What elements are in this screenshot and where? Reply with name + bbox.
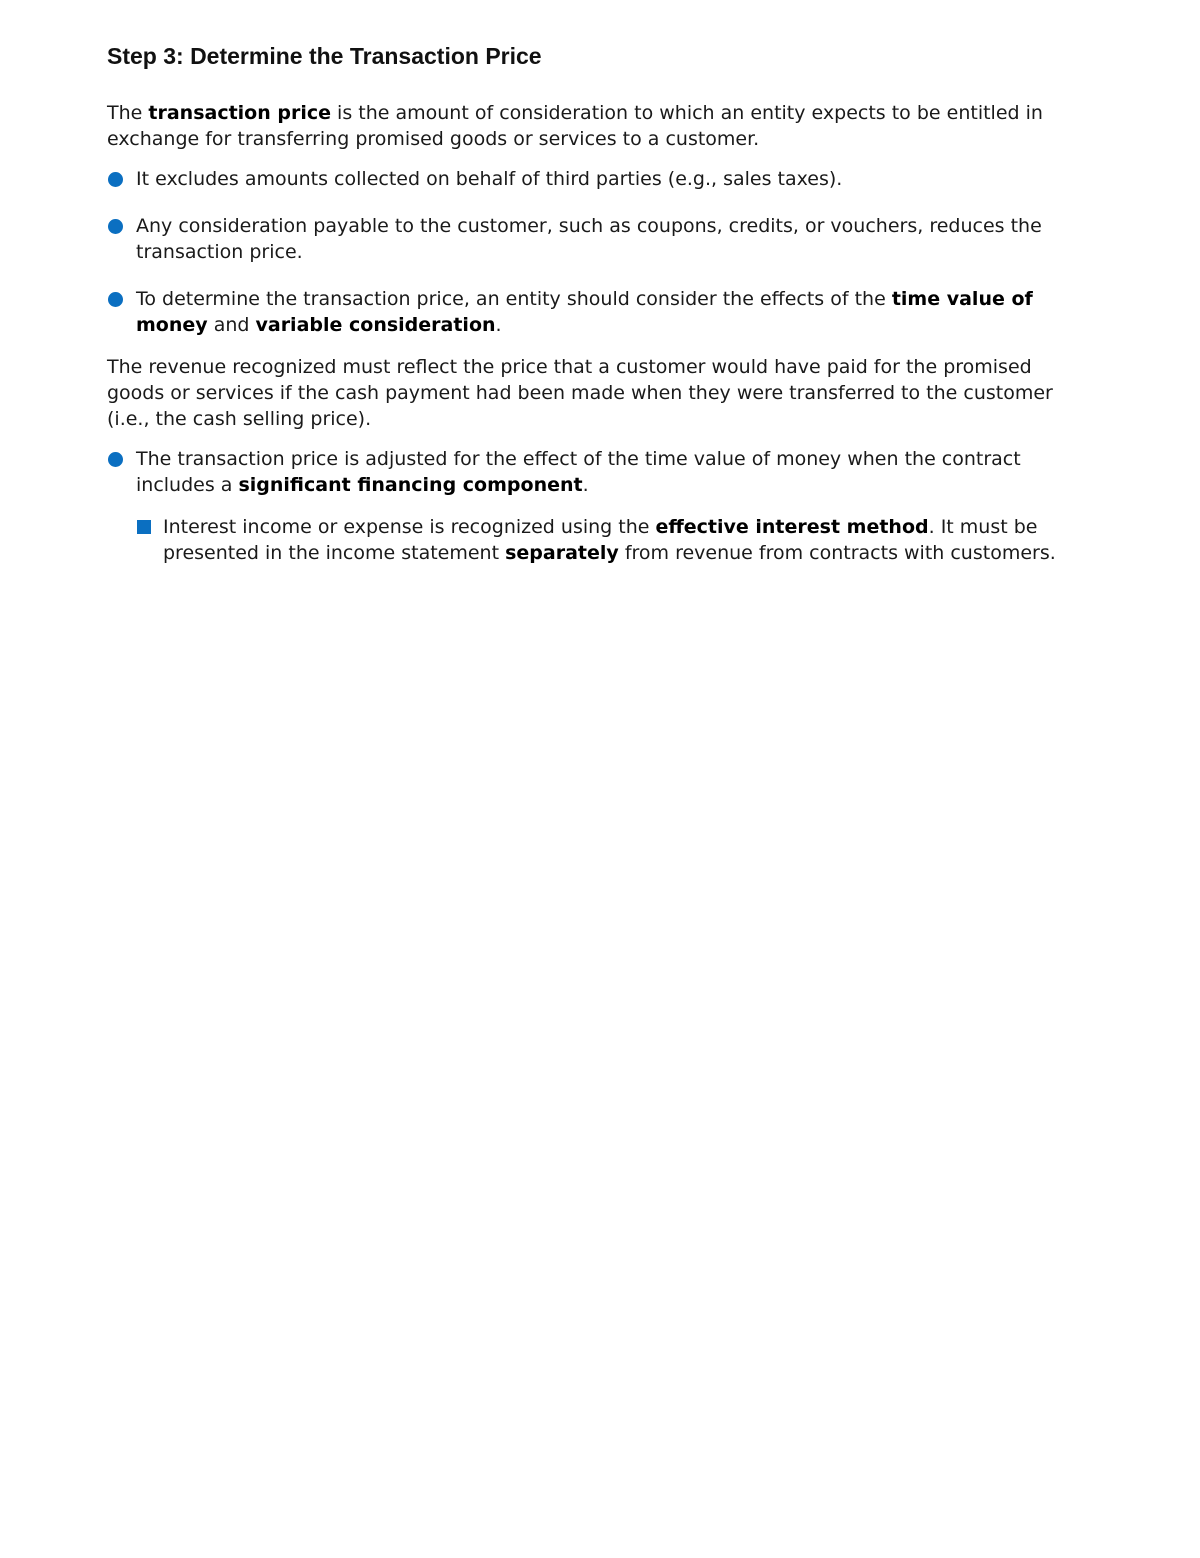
list-item-text: The transaction price is adjusted for the effect of the time value of money when the contract includes a [136, 448, 1021, 496]
list-item [107, 213, 1077, 265]
document-page [107, 40, 1077, 578]
term-separately: separately [505, 542, 619, 564]
circle-bullet-icon [108, 292, 123, 307]
circle-bullet-icon [108, 219, 123, 234]
page-title: Step 3: Determine the Transaction Price [107, 43, 542, 69]
intro-text-2: is the amount of consideration to which an entity expects to be entitled in exchange for transferring promised goods or services to a customer. [107, 102, 1043, 150]
term-time-value-of-money: time value of money [136, 288, 1033, 336]
list-item [107, 166, 1077, 192]
term-significant-financing-component: significant financing component [238, 474, 583, 496]
term-transaction-price: transaction price [148, 102, 332, 124]
circle-bullet-icon [108, 172, 123, 187]
term-variable-consideration: variable consideration [255, 314, 496, 336]
sub-list-item-text: . It must be presented in the income statement [163, 516, 1038, 564]
term-effective-interest-method: effective interest method [655, 516, 929, 538]
revenue-paragraph: The revenue recognized must reflect the price that a customer would have paid for the promised goods or services if the cash payment had been made when they were transferred to the customer (i.e., the cash selling price). [107, 356, 1053, 430]
list-item-text: To determine the transaction price, an entity should consider the effects of the [136, 288, 892, 310]
list-item [107, 286, 1077, 338]
intro-paragraph [107, 100, 1077, 152]
circle-bullet-icon [108, 452, 123, 467]
sub-list-item-text: from revenue from contracts with customers. [618, 542, 1056, 564]
list-item [107, 446, 1077, 566]
list-item-text: . [495, 314, 502, 336]
square-bullet-icon [137, 520, 151, 534]
bullet-list-2 [107, 446, 1077, 566]
sub-bullet-list [136, 514, 1077, 566]
list-item-text: . [582, 474, 589, 496]
list-item-text: Any consideration payable to the customer, such as coupons, credits, or vouchers, reduces the transaction price. [136, 215, 1042, 263]
sub-list-item [136, 514, 1077, 566]
sub-list-item-text: Interest income or expense is recognized using the [163, 516, 656, 538]
list-item-text: It excludes amounts collected on behalf of third parties (e.g., sales taxes). [136, 168, 843, 190]
list-item-text: and [207, 314, 256, 336]
bullet-list-1 [107, 166, 1077, 338]
intro-text-1: The [107, 102, 149, 124]
